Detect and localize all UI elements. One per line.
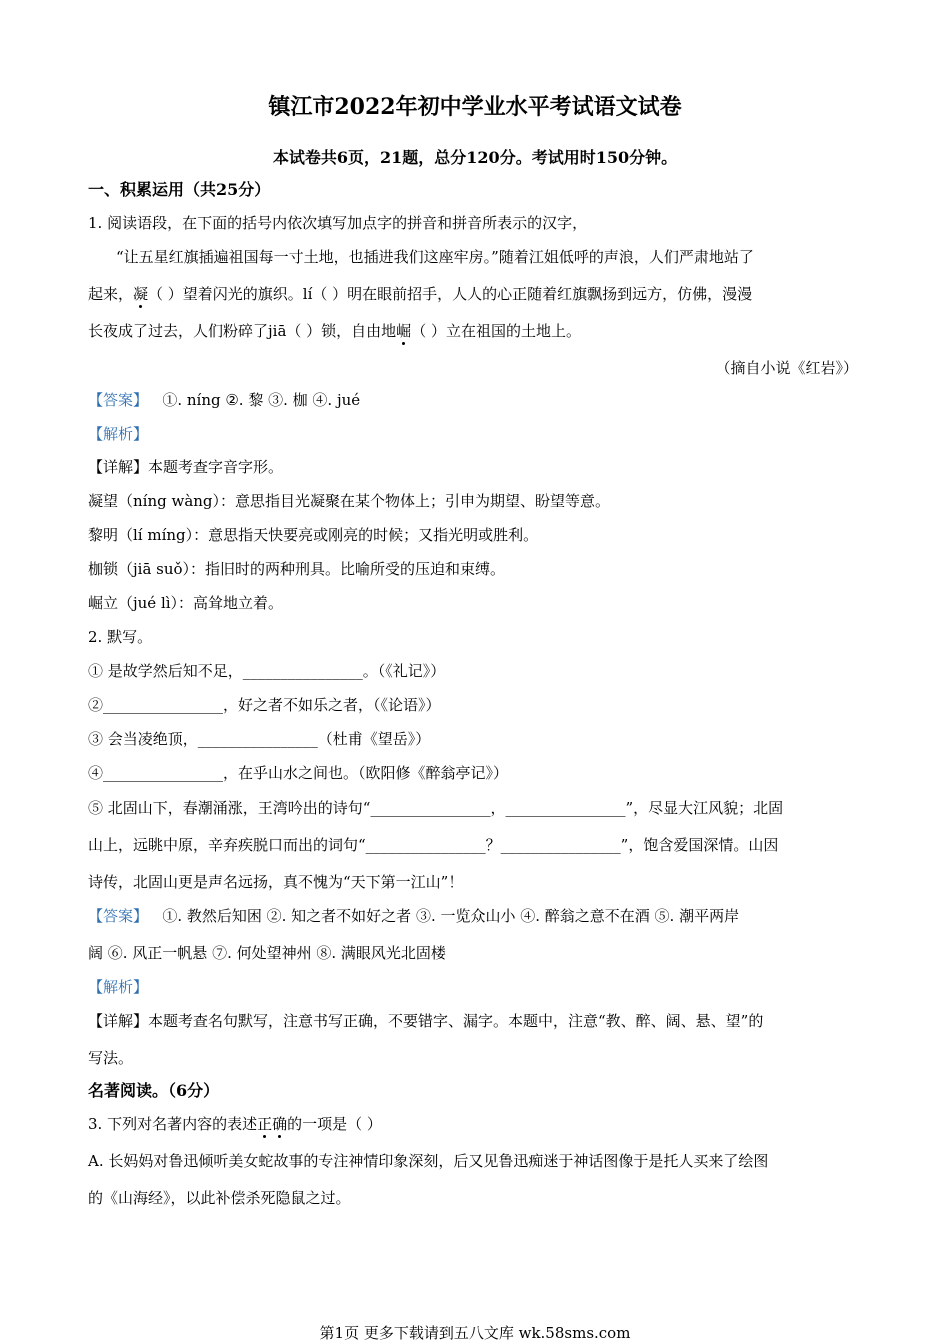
page-footer: 第1页 更多下载请到五八文库 wk.58sms.com — [319, 1324, 631, 1342]
dotted-char-ning: 凝 — [133, 285, 149, 303]
q2-line-1: ① 是故学然后知不足，________________。（《礼记》） — [88, 662, 446, 680]
q1-detail-3: 枷锁（jiā suǒ）：指旧时的两种刑具。比喻所受的压迫和束缚。 — [88, 560, 506, 578]
q3-option-a-line-1: A. 长妈妈对鲁迅倾听美女蛇故事的专注神情印象深刻，后又见鲁迅痴迷于神话图像于是托人买来了绘图 — [88, 1152, 769, 1170]
dotted-char-que: 确 — [272, 1115, 288, 1133]
q1-detail-2: 黎明（lí míng）：意思指天快要亮或刚亮的时候；又指光明或胜利。 — [88, 526, 539, 544]
section-heading-1: 一、积累运用（共25分） — [88, 180, 271, 199]
q2-line-3: ③ 会当凌绝顶，________________（杜甫《望岳》） — [88, 730, 431, 748]
q1-passage-line-3 — [88, 321, 581, 341]
q2-answer — [88, 906, 739, 926]
answer-label: 【答案】 — [88, 391, 149, 409]
exam-info: 本试卷共6页，21题，总分120分。考试用时150分钟。 — [272, 148, 678, 167]
q1-detail: 【详解】本题考查字音字形。 — [88, 458, 284, 476]
q1-detail-4: 崛立（jué lì）：高耸地立着。 — [88, 594, 284, 612]
q2-line-5: ⑤ 北固山下，春潮涌涨，王湾吟出的诗句“________________，________________”，尽显大江风貌；北固 — [88, 799, 784, 817]
q3-prompt — [88, 1114, 382, 1134]
section-heading-2: 名著阅读。（6分） — [88, 1081, 220, 1100]
q1-passage-line-2 — [88, 284, 752, 304]
q1-source: （摘自小说《红岩》） — [715, 359, 858, 377]
dotted-char-zheng: 正 — [257, 1115, 273, 1133]
q1-detail-1: 凝望（níng wàng）：意思指目光凝聚在某个物体上；引申为期望、盼望等意。 — [88, 492, 611, 510]
q2-line-2: ②________________，好之者不如乐之者，（《论语》） — [88, 696, 441, 714]
dotted-char-jue: 崛 — [396, 322, 412, 340]
q1-p2-start: 起来， — [88, 285, 134, 303]
q1-p3-end: （ ）立在祖国的土地上。 — [411, 322, 581, 340]
q2-analysis-label: 【解析】 — [88, 978, 149, 996]
q3-option-a-line-2: 的《山海经》，以此补偿杀死隐鼠之过。 — [88, 1189, 351, 1207]
q2-detail-2: 写法。 — [88, 1049, 134, 1067]
q2-line-4: ④________________，在乎山水之间也。（欧阳修《醉翁亭记》） — [88, 764, 509, 782]
q1-answer — [88, 390, 360, 410]
q2-prompt: 2. 默写。 — [88, 628, 153, 646]
q1-analysis-label: 【解析】 — [88, 425, 149, 443]
q3-prompt-end: 的一项是（ ） — [287, 1115, 382, 1133]
page-title: 镇江市2022年初中学业水平考试语文试卷 — [268, 94, 682, 120]
q1-p3-start: 长夜成了过去，人们粉碎了jiā（ ）锁，自由地 — [88, 322, 397, 340]
q2-line-6: 山上，远眺中原，辛弃疾脱口而出的词句“________________？________________”，饱含爱国深情。山因 — [88, 836, 779, 854]
q2-line-7: 诗传，北固山更是声名远扬，真不愧为“天下第一江山”！ — [88, 873, 464, 891]
q1-p2-end: （ ）望着闪光的旗织。lí（ ）明在眼前招手，人人的心正随着红旗飘扬到远方，仿佛，漫漫 — [148, 285, 753, 303]
q2-answer-cont: 阔 ⑥. 风正一帆悬 ⑦. 何处望神州 ⑧. 满眼风光北固楼 — [88, 944, 446, 962]
q1-passage-line-1: “让五星红旗插遍祖国每一寸土地，也插进我们这座牢房。”随着江姐低呼的声浪，人们严肃地站了 — [116, 248, 754, 266]
q1-prompt: 1. 阅读语段，在下面的括号内依次填写加点字的拼音和拼音所表示的汉字， — [88, 214, 588, 232]
answer-text: ①. níng ②. 黎 ③. 枷 ④. jué — [162, 391, 361, 409]
q2-detail-1: 【详解】本题考查名句默写，注意书写正确，不要错字、漏字。本题中，注意“教、醉、阔、悬、望”的 — [88, 1012, 764, 1030]
answer-label: 【答案】 — [88, 907, 149, 925]
q3-prompt-start: 3. 下列对名著内容的表述 — [88, 1115, 258, 1133]
answer-text: ①. 教然后知困 ②. 知之者不如好之者 ③. 一览众山小 ④. 醉翁之意不在酒 ⑤. 潮平两岸 — [162, 907, 740, 925]
